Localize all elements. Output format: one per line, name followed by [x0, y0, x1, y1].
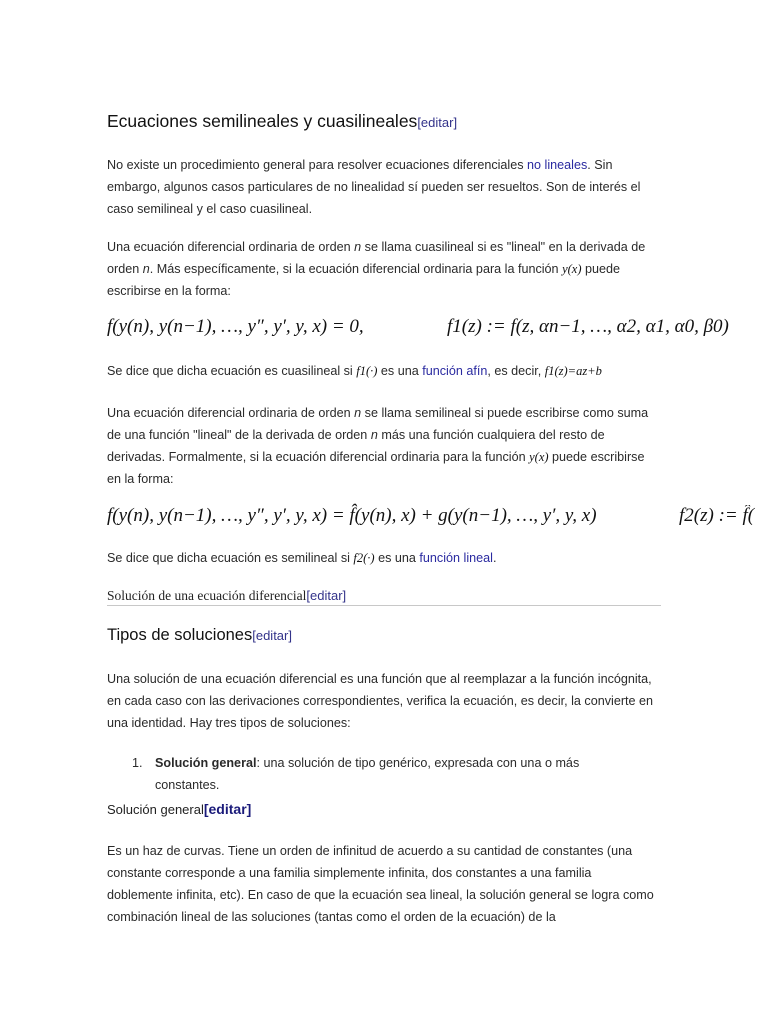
math-yx: y(x) [529, 450, 549, 464]
paragraph-semilineal-def [107, 551, 496, 566]
section-title: Solución general [107, 802, 204, 817]
text: No existe un procedimiento general para resolver ecuaciones diferenciales [107, 158, 528, 172]
list-item [132, 752, 612, 796]
math-n: n [354, 406, 362, 420]
text: , es decir, [487, 364, 545, 378]
math-yx: y(x) [562, 262, 582, 276]
equation-semilineal-rhs: f2(z) := f̂( [679, 505, 755, 526]
math-n: n [370, 428, 378, 442]
equation-cuasilineal-lhs: f(y(n), y(n−1), …, y″, y′, y, x) = 0, [107, 316, 364, 337]
edit-link[interactable]: [editar] [252, 628, 292, 643]
text: es una [374, 551, 420, 565]
article-content [107, 0, 768, 1024]
solution-types-list [132, 752, 612, 796]
math-n: n [142, 262, 150, 276]
equation-semilineal-lhs: f(y(n), y(n−1), …, y″, y′, y, x) = f̂(y(n), x) + g(y(n−1), …, y′, y, x) [107, 505, 597, 526]
math-n: n [354, 240, 362, 254]
list-number: 1. [132, 756, 143, 770]
edit-link[interactable]: [editar] [417, 115, 458, 130]
text: más una función cualquiera del resto de derivadas. Formalmente, si la ecuación diferencial ordinaria para la función [107, 428, 605, 464]
paragraph-cuasilineal [107, 236, 659, 302]
section-heading-solucion [107, 587, 346, 605]
list-item-text [155, 752, 612, 796]
section-title: Ecuaciones semilineales y cuasilineales [107, 111, 418, 131]
text: . [492, 551, 497, 565]
section-title: Solución de una ecuación diferencial [107, 588, 307, 603]
text: se llama cuasilineal si es "lineal" en la derivada de orden [107, 240, 646, 276]
text: puede escribirse en la forma: [107, 262, 621, 298]
section-heading-solucion-general [107, 801, 251, 819]
paragraph-intro [107, 154, 659, 220]
text: . Sin embargo, algunos casos particulares de no linealidad sí pueden ser resueltos. Son de interés el caso semilineal y el caso cuasilineal. [107, 158, 641, 216]
text: Una ecuación diferencial ordinaria de orden [107, 240, 355, 254]
text: : una solución de tipo genérico, expresada con una o más constantes. [155, 756, 580, 792]
math-f1-affine: f1(z)=az+b [544, 364, 602, 378]
link-no-lineales[interactable]: no lineales [527, 158, 588, 172]
text: es una [377, 364, 423, 378]
equation-cuasilineal-rhs: f1(z) := f(z, αn−1, …, α2, α1, α0, β0) [447, 316, 729, 337]
edit-link[interactable]: [editar] [203, 801, 252, 817]
text: se llama semilineal si puede escribirse como suma de una función "lineal" de la derivada de orden [107, 406, 649, 442]
text: puede escribirse en la forma: [107, 450, 645, 486]
paragraph-cuasilineal-def [107, 364, 602, 379]
link-funcion-lineal[interactable]: función lineal [419, 551, 493, 565]
section-divider [107, 605, 661, 606]
edit-link[interactable]: [editar] [306, 588, 347, 603]
paragraph-tipos: Una solución de una ecuación diferencial es una función que al reemplazar a la función incógnita, en cada caso con las derivaciones correspondientes, verifica la ecuación, es decir, la convierte en una identidad. Hay tres tipos de soluciones: [107, 672, 654, 730]
math-f1: f1(·) [356, 364, 378, 378]
math-f2: f2(·) [353, 551, 375, 565]
paragraph-solucion-general: Es un haz de curvas. Tiene un orden de infinitud de acuerdo a su cantidad de constantes (una constante corresponde a una familia simplemente infinita, dos constantes a una familia doblemente infinita, etc). En caso de que la ecuación sea lineal, la solución general se logra como combinación lineal de las soluciones (tantas como el orden de la ecuación) de la [107, 844, 654, 924]
text: . Más específicamente, si la ecuación diferencial ordinaria para la función [149, 262, 563, 276]
link-funcion-afin[interactable]: función afín [422, 364, 488, 378]
text: Se dice que dicha ecuación es semilineal si [107, 551, 354, 565]
paragraph-semilineal [107, 402, 659, 490]
text: Se dice que dicha ecuación es cuasilineal si [107, 364, 357, 378]
section-heading-semilineales [107, 111, 457, 132]
section-title: Tipos de soluciones [107, 626, 253, 644]
text: Una ecuación diferencial ordinaria de orden [107, 406, 355, 420]
list-term: Solución general [155, 756, 257, 770]
section-heading-tipos [107, 626, 292, 645]
